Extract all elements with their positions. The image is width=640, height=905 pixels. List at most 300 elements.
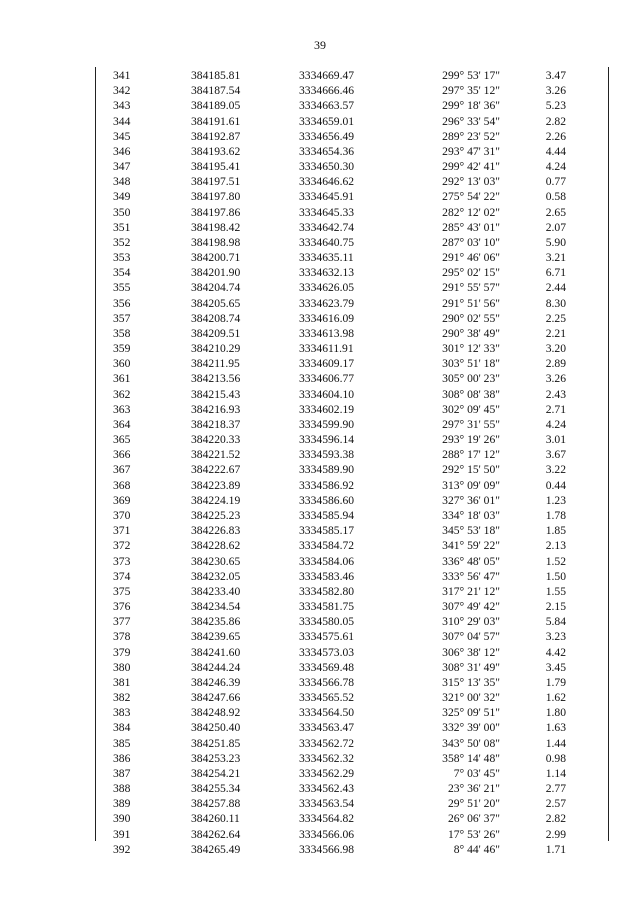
easting-cell: 384225.23 (191, 508, 241, 522)
bearing-cell: 308° 31' 49" (442, 660, 500, 674)
northing-cell: 3334566.78 (299, 675, 355, 689)
point-number-cell: 349 (113, 190, 131, 204)
point-number-cell: 362 (113, 387, 131, 401)
easting-cell: 384204.74 (191, 281, 241, 295)
bearing-cell: 299° 18' 36" (442, 99, 500, 113)
bearing-cell: 293° 47' 31" (442, 144, 500, 158)
distance-cell: 3.47 (545, 69, 566, 82)
point-number-cell: 381 (113, 675, 131, 689)
distance-cell: 5.90 (545, 235, 566, 249)
point-number-cell: 369 (113, 493, 131, 507)
distance-cell: 2.82 (545, 812, 566, 826)
easting-cell: 384218.37 (191, 417, 241, 431)
easting-cell: 384192.87 (191, 129, 241, 143)
point-number-cell: 341 (113, 69, 131, 82)
point-number-cell: 366 (113, 448, 131, 462)
northing-cell: 3334613.98 (299, 326, 355, 340)
northing-cell: 3334562.72 (299, 736, 355, 750)
northing-cell: 3334642.74 (299, 220, 355, 234)
northing-cell: 3334584.72 (299, 539, 355, 553)
table-row (95, 842, 609, 857)
easting-cell: 384191.61 (191, 114, 241, 128)
bearing-cell: 336° 48' 05" (442, 554, 500, 568)
table-row (95, 417, 609, 432)
point-number-cell: 379 (113, 645, 131, 659)
bearing-cell: 287° 03' 10" (442, 235, 500, 249)
northing-cell: 3334650.30 (299, 160, 355, 174)
northing-cell: 3334663.57 (299, 99, 355, 113)
table-row (95, 326, 609, 341)
easting-cell: 384262.64 (191, 827, 241, 841)
easting-cell: 384197.80 (191, 190, 241, 204)
distance-cell: 3.23 (545, 630, 566, 644)
point-number-cell: 392 (113, 842, 131, 856)
point-number-cell: 346 (113, 144, 131, 158)
point-number-cell: 386 (113, 751, 131, 765)
table-row (95, 554, 609, 569)
bearing-cell: 17° 53' 26" (447, 827, 500, 841)
distance-cell: 1.55 (545, 584, 566, 598)
easting-cell: 384250.40 (191, 721, 241, 735)
bearing-cell: 321° 00' 32" (442, 691, 500, 705)
distance-cell: 1.79 (545, 675, 566, 689)
bearing-cell: 7° 03' 45" (453, 766, 500, 780)
table-row (95, 98, 609, 113)
point-number-cell: 351 (113, 220, 131, 234)
table-row (95, 584, 609, 599)
page-number: 39 (314, 38, 326, 52)
table-row (95, 462, 609, 477)
northing-cell: 3334562.43 (299, 782, 355, 796)
bearing-cell: 313° 09' 09" (442, 478, 500, 492)
point-number-cell: 376 (113, 600, 131, 614)
table-row (95, 265, 609, 280)
point-number-cell: 353 (113, 251, 131, 265)
point-number-cell: 363 (113, 402, 131, 416)
point-number-cell: 361 (113, 372, 131, 386)
table-row (95, 569, 609, 584)
point-number-cell: 374 (113, 569, 131, 583)
table-row (95, 660, 609, 675)
distance-cell: 6.71 (545, 266, 566, 280)
easting-cell: 384216.93 (191, 402, 241, 416)
distance-cell: 1.52 (545, 554, 566, 568)
northing-cell: 3334581.75 (299, 600, 355, 614)
northing-cell: 3334575.61 (299, 630, 355, 644)
northing-cell: 3334564.50 (299, 706, 355, 720)
table-row (95, 311, 609, 326)
table-row (95, 736, 609, 751)
point-number-cell: 348 (113, 175, 131, 189)
bearing-cell: 302° 09' 45" (442, 402, 500, 416)
bearing-cell: 296° 33' 54" (442, 114, 500, 128)
point-number-cell: 355 (113, 281, 131, 295)
distance-cell: 0.58 (545, 190, 566, 204)
point-number-cell: 352 (113, 235, 131, 249)
northing-cell: 3334669.47 (299, 69, 355, 82)
easting-cell: 384189.05 (191, 99, 241, 113)
bearing-cell: 358° 14' 48" (442, 751, 500, 765)
point-number-cell: 378 (113, 630, 131, 644)
distance-cell: 3.21 (545, 251, 566, 265)
distance-cell: 2.89 (545, 357, 566, 371)
point-number-cell: 365 (113, 433, 131, 447)
bearing-cell: 307° 04' 57" (442, 630, 500, 644)
table-row (95, 493, 609, 508)
distance-cell: 1.14 (545, 766, 566, 780)
easting-cell: 384228.62 (191, 539, 241, 553)
table-row (95, 720, 609, 735)
bearing-cell: 299° 42' 41" (442, 160, 500, 174)
northing-cell: 3334569.48 (299, 660, 355, 674)
easting-cell: 384197.51 (191, 175, 241, 189)
table-row (95, 235, 609, 250)
table-row (95, 371, 609, 386)
bearing-cell: 292° 15' 50" (442, 463, 500, 477)
distance-cell: 1.44 (545, 736, 566, 750)
easting-cell: 384210.29 (191, 342, 241, 356)
easting-cell: 384253.23 (191, 751, 241, 765)
table-row (95, 538, 609, 553)
bearing-cell: 291° 55' 57" (442, 281, 500, 295)
bearing-cell: 332° 39' 00" (442, 721, 500, 735)
table-row (95, 690, 609, 705)
bearing-cell: 26° 06' 37" (447, 812, 500, 826)
bearing-cell: 282° 12' 02" (442, 205, 500, 219)
easting-cell: 384232.05 (191, 569, 241, 583)
easting-cell: 384222.67 (191, 463, 241, 477)
distance-cell: 1.71 (545, 842, 566, 856)
distance-cell: 3.67 (545, 448, 566, 462)
table-row (95, 387, 609, 402)
northing-cell: 3334654.36 (299, 144, 355, 158)
northing-cell: 3334604.10 (299, 387, 355, 401)
easting-cell: 384215.43 (191, 387, 241, 401)
easting-cell: 384187.54 (191, 84, 241, 98)
distance-cell: 1.23 (545, 493, 566, 507)
distance-cell: 4.24 (545, 160, 566, 174)
bearing-cell: 290° 02' 55" (442, 311, 500, 325)
northing-cell: 3334585.17 (299, 524, 355, 538)
easting-cell: 384205.65 (191, 296, 241, 310)
distance-cell: 5.84 (545, 615, 566, 629)
easting-cell: 384185.81 (191, 69, 241, 82)
easting-cell: 384233.40 (191, 584, 241, 598)
distance-cell: 4.44 (545, 144, 566, 158)
northing-cell: 3334602.19 (299, 402, 355, 416)
distance-cell: 4.42 (545, 645, 566, 659)
northing-cell: 3334606.77 (299, 372, 355, 386)
table-row (95, 781, 609, 796)
distance-cell: 3.01 (545, 433, 566, 447)
table-row (95, 432, 609, 447)
point-number-cell: 388 (113, 782, 131, 796)
easting-cell: 384200.71 (191, 251, 241, 265)
point-number-cell: 373 (113, 554, 131, 568)
point-number-cell: 377 (113, 615, 131, 629)
bearing-cell: 297° 35' 12" (442, 84, 500, 98)
bearing-cell: 291° 46' 06" (442, 251, 500, 265)
easting-cell: 384248.92 (191, 706, 241, 720)
northing-cell: 3334646.62 (299, 175, 355, 189)
bearing-cell: 317° 21' 12" (442, 584, 500, 598)
distance-cell: 2.65 (545, 205, 566, 219)
easting-cell: 384226.83 (191, 524, 241, 538)
northing-cell: 3334586.60 (299, 493, 355, 507)
northing-cell: 3334586.92 (299, 478, 355, 492)
point-number-cell: 372 (113, 539, 131, 553)
table-row (95, 250, 609, 265)
distance-cell: 2.57 (545, 797, 566, 811)
easting-cell: 384197.86 (191, 205, 241, 219)
distance-cell: 2.21 (545, 326, 566, 340)
distance-cell: 3.20 (545, 342, 566, 356)
table-row (95, 205, 609, 220)
point-number-cell: 382 (113, 691, 131, 705)
northing-cell: 3334656.49 (299, 129, 355, 143)
distance-cell: 1.78 (545, 508, 566, 522)
point-number-cell: 360 (113, 357, 131, 371)
northing-cell: 3334566.06 (299, 827, 355, 841)
table-row (95, 220, 609, 235)
point-number-cell: 359 (113, 342, 131, 356)
bearing-cell: 315° 13' 35" (442, 675, 500, 689)
bearing-cell: 285° 43' 01" (442, 220, 500, 234)
table-row (95, 675, 609, 690)
northing-cell: 3334599.90 (299, 417, 355, 431)
point-number-cell: 367 (113, 463, 131, 477)
bearing-cell: 8° 44' 46" (453, 842, 500, 856)
table-row (95, 811, 609, 826)
table-row (95, 629, 609, 644)
bearing-cell: 307° 49' 42" (442, 600, 500, 614)
point-number-cell: 357 (113, 311, 131, 325)
distance-cell: 3.26 (545, 84, 566, 98)
northing-cell: 3334666.46 (299, 84, 355, 98)
table-row (95, 827, 609, 842)
point-number-cell: 391 (113, 827, 131, 841)
easting-cell: 384224.19 (191, 493, 241, 507)
table-row (95, 614, 609, 629)
distance-cell: 0.98 (545, 751, 566, 765)
table-row (95, 796, 609, 811)
table-row (95, 280, 609, 295)
bearing-cell: 293° 19' 26" (442, 433, 500, 447)
table-row (95, 766, 609, 781)
northing-cell: 3334563.47 (299, 721, 355, 735)
easting-cell: 384244.24 (191, 660, 241, 674)
bearing-cell: 290° 38' 49" (442, 326, 500, 340)
point-number-cell: 358 (113, 326, 131, 340)
distance-cell: 1.63 (545, 721, 566, 735)
northing-cell: 3334562.32 (299, 751, 355, 765)
northing-cell: 3334623.79 (299, 296, 355, 310)
point-number-cell: 347 (113, 160, 131, 174)
table-row (95, 478, 609, 493)
distance-cell: 2.44 (545, 281, 566, 295)
point-number-cell: 356 (113, 296, 131, 310)
point-number-cell: 375 (113, 584, 131, 598)
northing-cell: 3334635.11 (299, 251, 354, 265)
distance-cell: 2.77 (545, 782, 566, 796)
table-row (95, 645, 609, 660)
point-number-cell: 354 (113, 266, 131, 280)
bearing-cell: 343° 50' 08" (442, 736, 500, 750)
bearing-cell: 345° 53' 18" (442, 524, 500, 538)
northing-cell: 3334645.33 (299, 205, 355, 219)
distance-cell: 2.15 (545, 600, 566, 614)
bearing-cell: 295° 02' 15" (442, 266, 500, 280)
distance-cell: 2.07 (545, 220, 566, 234)
table-row (95, 144, 609, 159)
easting-cell: 384239.65 (191, 630, 241, 644)
table-row (95, 356, 609, 371)
table-row (95, 751, 609, 766)
easting-cell: 384230.65 (191, 554, 241, 568)
easting-cell: 384208.74 (191, 311, 241, 325)
bearing-cell: 23° 36' 21" (447, 782, 500, 796)
bearing-cell: 310° 29' 03" (442, 615, 500, 629)
table-row (95, 599, 609, 614)
distance-cell: 0.77 (545, 175, 566, 189)
bearing-cell: 325° 09' 51" (442, 706, 500, 720)
easting-cell: 384195.41 (191, 160, 241, 174)
point-number-cell: 371 (113, 524, 131, 538)
distance-cell: 2.82 (545, 114, 566, 128)
point-number-cell: 368 (113, 478, 131, 492)
northing-cell: 3334611.91 (299, 342, 354, 356)
table-row (95, 447, 609, 462)
northing-cell: 3334593.38 (299, 448, 355, 462)
northing-cell: 3334632.13 (299, 266, 355, 280)
bearing-cell: 308° 08' 38" (442, 387, 500, 401)
table-row (95, 189, 609, 204)
easting-cell: 384251.85 (191, 736, 241, 750)
coordinate-table (95, 68, 609, 857)
bearing-cell: 29° 51' 20" (447, 797, 500, 811)
bearing-cell: 297° 31' 55" (442, 417, 500, 431)
distance-cell: 1.85 (545, 524, 566, 538)
table-row (95, 159, 609, 174)
easting-cell: 384211.95 (191, 357, 240, 371)
distance-cell: 0.44 (545, 478, 566, 492)
northing-cell: 3334589.90 (299, 463, 355, 477)
northing-cell: 3334584.06 (299, 554, 355, 568)
point-number-cell: 385 (113, 736, 131, 750)
easting-cell: 384213.56 (191, 372, 241, 386)
northing-cell: 3334580.05 (299, 615, 355, 629)
table-row (95, 68, 609, 83)
bearing-cell: 305° 00' 23" (442, 372, 500, 386)
bearing-cell: 341° 59' 22" (442, 539, 500, 553)
bearing-cell: 306° 38' 12" (442, 645, 500, 659)
easting-cell: 384265.49 (191, 842, 241, 856)
northing-cell: 3334573.03 (299, 645, 355, 659)
distance-cell: 3.26 (545, 372, 566, 386)
point-number-cell: 343 (113, 99, 131, 113)
northing-cell: 3334585.94 (299, 508, 355, 522)
point-number-cell: 342 (113, 84, 131, 98)
easting-cell: 384260.11 (191, 812, 240, 826)
distance-cell: 3.22 (545, 463, 566, 477)
table-row (95, 114, 609, 129)
distance-cell: 2.26 (545, 129, 566, 143)
northing-cell: 3334562.29 (299, 766, 355, 780)
point-number-cell: 390 (113, 812, 131, 826)
easting-cell: 384255.34 (191, 782, 241, 796)
bearing-cell: 292° 13' 03" (442, 175, 500, 189)
easting-cell: 384198.42 (191, 220, 241, 234)
bearing-cell: 288° 17' 12" (442, 448, 500, 462)
easting-cell: 384209.51 (191, 326, 241, 340)
table-row (95, 83, 609, 98)
distance-cell: 5.23 (545, 99, 566, 113)
point-number-cell: 370 (113, 508, 131, 522)
point-number-cell: 380 (113, 660, 131, 674)
northing-cell: 3334609.17 (299, 357, 355, 371)
distance-cell: 2.99 (545, 827, 566, 841)
distance-cell: 2.43 (545, 387, 566, 401)
table-row (95, 129, 609, 144)
distance-cell: 1.62 (545, 691, 566, 705)
easting-cell: 384221.52 (191, 448, 241, 462)
distance-cell: 1.80 (545, 706, 566, 720)
easting-cell: 384198.98 (191, 235, 241, 249)
distance-cell: 1.50 (545, 569, 566, 583)
table-row (95, 523, 609, 538)
bearing-cell: 327° 36' 01" (442, 493, 500, 507)
point-number-cell: 344 (113, 114, 131, 128)
point-number-cell: 350 (113, 205, 131, 219)
easting-cell: 384241.60 (191, 645, 241, 659)
bearing-cell: 289° 23' 52" (442, 129, 500, 143)
easting-cell: 384223.89 (191, 478, 241, 492)
table-row (95, 705, 609, 720)
distance-cell: 4.24 (545, 417, 566, 431)
easting-cell: 384235.86 (191, 615, 241, 629)
northing-cell: 3334659.01 (299, 114, 355, 128)
point-number-cell: 387 (113, 766, 131, 780)
distance-cell: 2.13 (545, 539, 566, 553)
point-number-cell: 364 (113, 417, 131, 431)
northing-cell: 3334616.09 (299, 311, 355, 325)
bearing-cell: 333° 56' 47" (442, 569, 500, 583)
distance-cell: 3.45 (545, 660, 566, 674)
easting-cell: 384193.62 (191, 144, 241, 158)
distance-cell: 2.71 (545, 402, 566, 416)
point-number-cell: 384 (113, 721, 131, 735)
point-number-cell: 389 (113, 797, 131, 811)
easting-cell: 384201.90 (191, 266, 241, 280)
northing-cell: 3334640.75 (299, 235, 355, 249)
bearing-cell: 334° 18' 03" (442, 508, 500, 522)
easting-cell: 384220.33 (191, 433, 241, 447)
bearing-cell: 303° 51' 18" (442, 357, 500, 371)
table-row (95, 508, 609, 523)
northing-cell: 3334596.14 (299, 433, 355, 447)
northing-cell: 3334582.80 (299, 584, 355, 598)
northing-cell: 3334626.05 (299, 281, 355, 295)
distance-cell: 2.25 (545, 311, 566, 325)
easting-cell: 384257.88 (191, 797, 241, 811)
table-row (95, 296, 609, 311)
bearing-cell: 299° 53' 17" (442, 69, 500, 82)
northing-cell: 3334583.46 (299, 569, 355, 583)
northing-cell: 3334565.52 (299, 691, 355, 705)
bearing-cell: 301° 12' 33" (442, 342, 500, 356)
bearing-cell: 275° 54' 22" (442, 190, 500, 204)
table-row (95, 402, 609, 417)
